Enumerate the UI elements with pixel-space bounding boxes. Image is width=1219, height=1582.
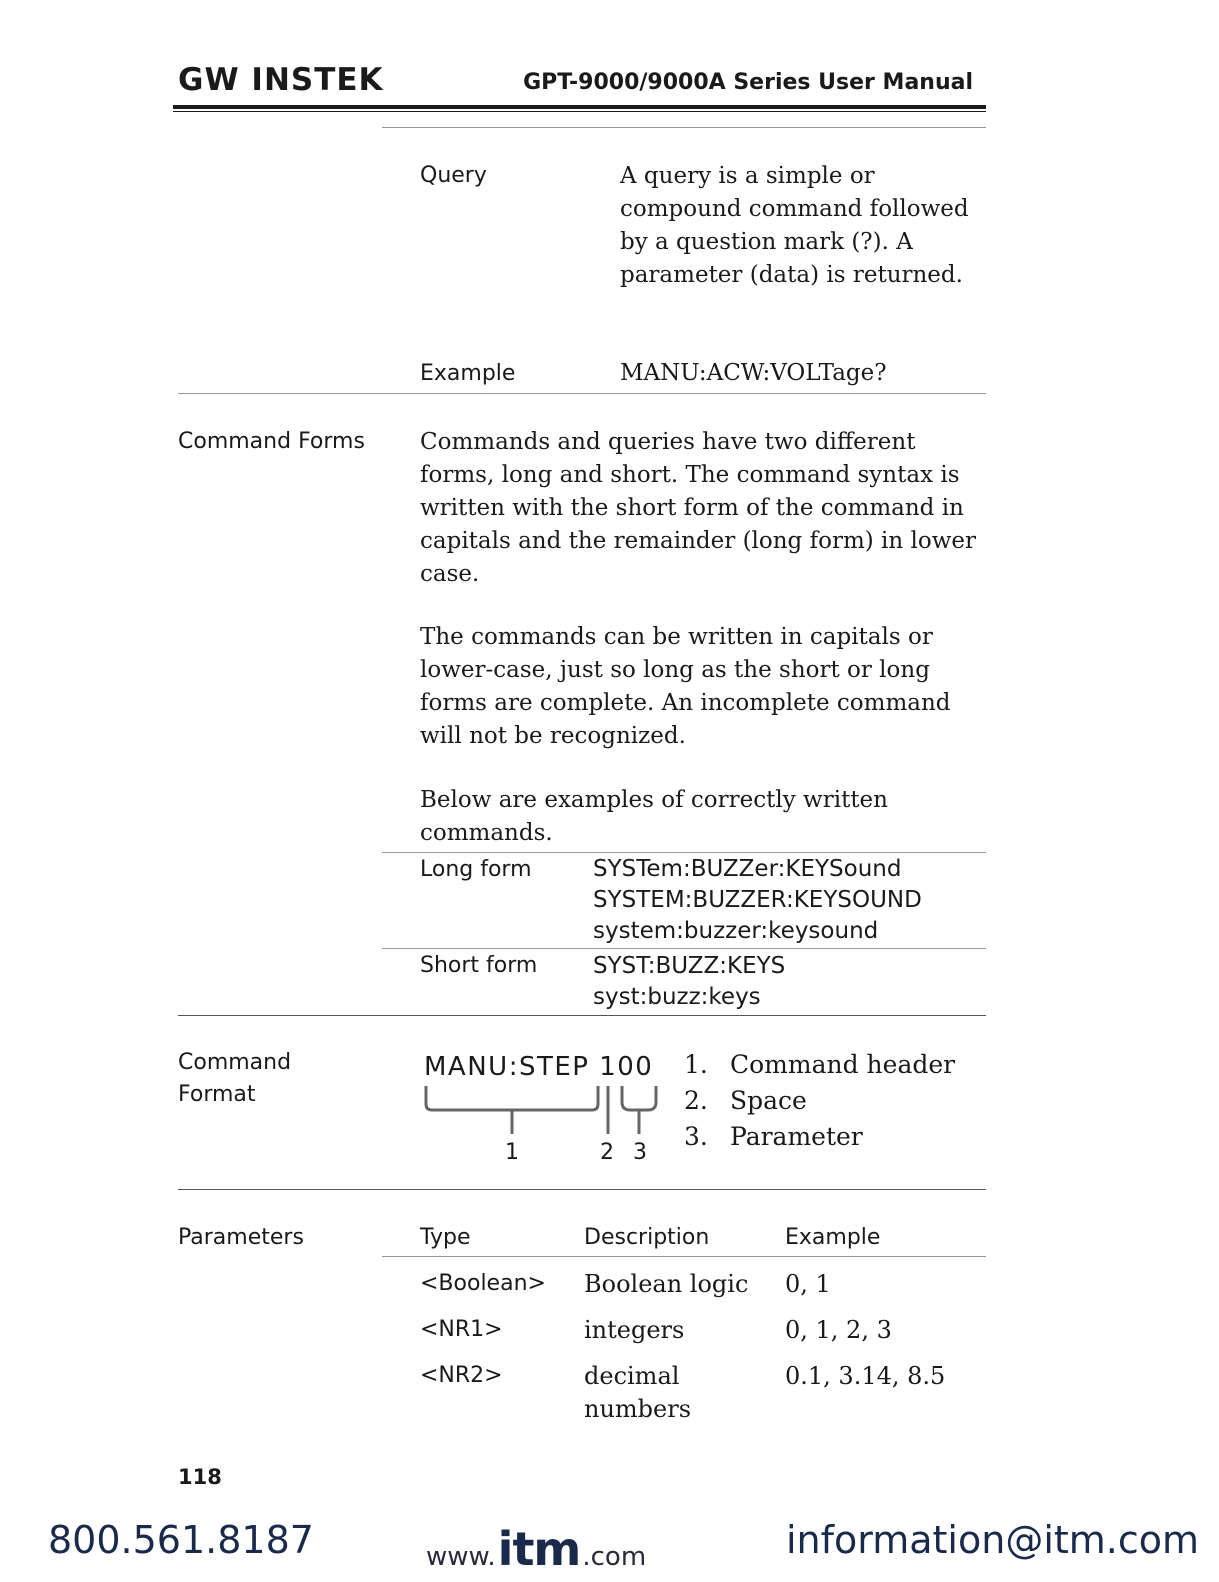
legend-item: 1. Command header <box>684 1050 956 1079</box>
table-divider <box>382 1256 986 1257</box>
diagram-number-2: 2 <box>600 1140 614 1165</box>
legend-item: 2. Space <box>684 1086 807 1115</box>
header-bracket <box>426 1086 598 1110</box>
example-label: Example <box>420 361 516 386</box>
param-example: 0, 1, 2, 3 <box>785 1316 892 1344</box>
long-form-label: Long form <box>420 857 532 882</box>
format-legend <box>684 1047 955 1155</box>
footer-web-suffix: .com <box>582 1542 647 1572</box>
example-value: MANU:ACW:VOLTage? <box>620 360 887 386</box>
section-divider <box>382 127 986 128</box>
param-description: Boolean logic <box>584 1270 749 1298</box>
param-header-example: Example <box>785 1225 881 1250</box>
param-example: 0, 1 <box>785 1270 831 1298</box>
footer-website[interactable] <box>426 1522 646 1576</box>
footer-email[interactable]: information@itm.com <box>786 1518 1200 1562</box>
query-label: Query <box>420 163 487 188</box>
command-forms-paragraph-1: Commands and queries have two different forms, long and short. The command syntax is written with the short form of the command in capitals and the remainder (long form) in lower case. <box>420 429 977 587</box>
page-number: 118 <box>178 1465 222 1489</box>
param-type: <NR2> <box>420 1363 503 1388</box>
table-divider <box>382 852 986 853</box>
itm-logo: itm <box>497 1522 581 1576</box>
long-form-example: SYSTEM:BUZZER:KEYSOUND <box>593 887 922 913</box>
section-divider <box>178 393 986 394</box>
short-form-label: Short form <box>420 953 538 978</box>
footer-phone: 800.561.8187 <box>48 1518 314 1562</box>
command-forms-paragraph-3: Below are examples of correctly written commands. <box>420 787 888 846</box>
long-form-example: system:buzzer:keysound <box>593 918 879 944</box>
diagram-number-3: 3 <box>633 1140 647 1165</box>
diagram-command: MANU:STEP 100 <box>424 1052 654 1082</box>
section-divider <box>178 1015 986 1016</box>
param-type: <Boolean> <box>420 1271 546 1296</box>
param-header-description: Description <box>584 1225 710 1250</box>
param-description: integers <box>584 1316 685 1344</box>
parameters-label: Parameters <box>178 1225 304 1250</box>
long-form-example: SYSTem:BUZZer:KEYSound <box>593 856 902 882</box>
manual-title: GPT-9000/9000A Series User Manual <box>523 70 973 95</box>
param-description: decimal numbers <box>584 1362 692 1423</box>
short-form-example: SYST:BUZZ:KEYS <box>593 953 786 979</box>
section-divider <box>178 1189 986 1190</box>
parameter-bracket <box>622 1086 656 1110</box>
footer-web-prefix: www. <box>426 1542 496 1572</box>
diagram-brackets <box>420 1082 665 1142</box>
header-rule <box>173 105 986 109</box>
header-rule-thin <box>173 111 986 112</box>
param-header-type: Type <box>420 1225 471 1250</box>
command-forms-paragraph-2: The commands can be written in capitals or lower-case, just so long as the short or long forms are complete. An incomplete command will not be recognized. <box>420 624 951 749</box>
param-example: 0.1, 3.14, 8.5 <box>785 1362 946 1390</box>
diagram-number-1: 1 <box>505 1140 519 1165</box>
command-format-label: Format <box>178 1082 256 1107</box>
gw-instek-logo: GW INSTEK <box>178 62 384 98</box>
query-description: A query is a simple or compound command followed by a question mark (?). A parameter (data) is returned. <box>620 163 969 288</box>
command-forms-label: Command Forms <box>178 429 365 454</box>
legend-item: 3. Parameter <box>684 1122 863 1151</box>
table-divider <box>382 948 986 949</box>
short-form-example: syst:buzz:keys <box>593 984 761 1010</box>
command-format-label: Command <box>178 1050 292 1075</box>
param-type: <NR1> <box>420 1317 503 1342</box>
